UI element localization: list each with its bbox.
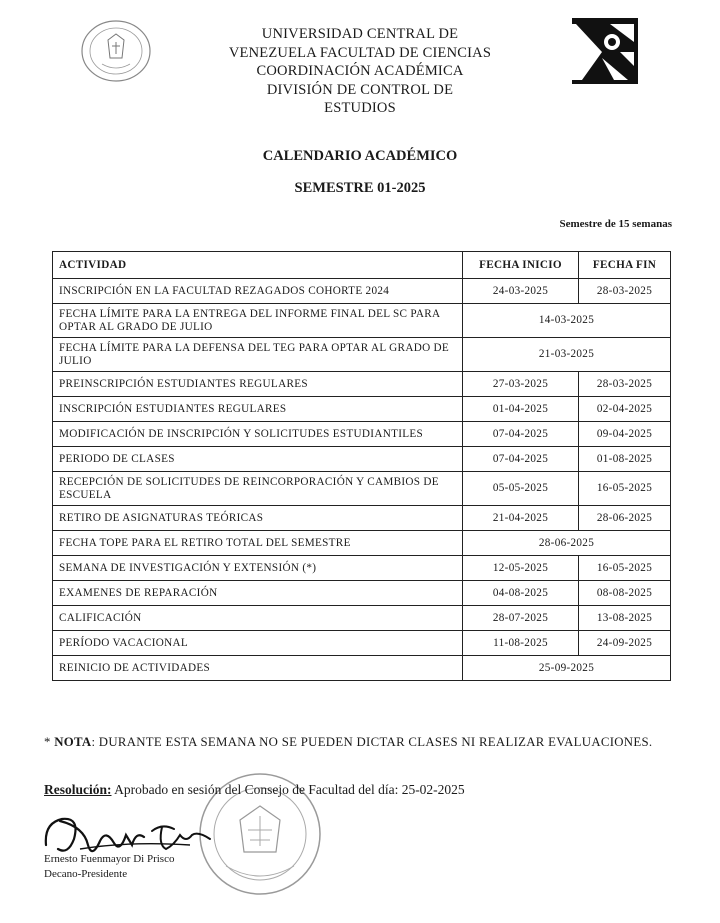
date-cell: 28-06-2025	[463, 531, 671, 556]
activity-cell: INSCRIPCIÓN ESTUDIANTES REGULARES	[53, 397, 463, 422]
resolution-line	[44, 782, 684, 798]
start-date-cell: 05-05-2025	[463, 472, 579, 506]
activity-cell: SEMANA DE INVESTIGACIÓN Y EXTENSIÓN (*)	[53, 556, 463, 581]
semester-title: SEMESTRE 01-2025	[294, 180, 426, 196]
note-body: : DURANTE ESTA SEMANA NO SE PUEDEN DICTAR CLASES NI REALIZAR EVALUACIONES.	[91, 735, 653, 749]
table-row	[53, 372, 671, 397]
table-row	[53, 422, 671, 447]
column-header-end: FECHA FIN	[579, 252, 671, 279]
end-date-cell: 28-03-2025	[579, 279, 671, 304]
end-date-cell: 24-09-2025	[579, 631, 671, 656]
activity-cell: REINICIO DE ACTIVIDADES	[53, 656, 463, 681]
resolution-text: Aprobado en sesión del Consejo de Facultad del día: 25-02-2025	[111, 782, 465, 797]
table-row	[53, 304, 671, 338]
header-line: UNIVERSIDAD CENTRAL DE	[261, 26, 459, 42]
table-row	[53, 447, 671, 472]
activity-cell: RETIRO DE ASIGNATURAS TEÓRICAS	[53, 506, 463, 531]
end-date-cell: 09-04-2025	[579, 422, 671, 447]
start-date-cell: 11-08-2025	[463, 631, 579, 656]
activity-cell: PREINSCRIPCIÓN ESTUDIANTES REGULARES	[53, 372, 463, 397]
end-date-cell: 28-03-2025	[579, 372, 671, 397]
resolution-label: Resolución:	[44, 782, 112, 797]
end-date-cell: 13-08-2025	[579, 606, 671, 631]
activity-cell: INSCRIPCIÓN EN LA FACULTAD REZAGADOS COHORTE 2024	[53, 279, 463, 304]
end-date-cell: 16-05-2025	[579, 556, 671, 581]
activity-cell: RECEPCIÓN DE SOLICITUDES DE REINCORPORACIÓN Y CAMBIOS DE ESCUELA	[53, 472, 463, 506]
start-date-cell: 24-03-2025	[463, 279, 579, 304]
start-date-cell: 28-07-2025	[463, 606, 579, 631]
table-header-row	[53, 252, 671, 279]
activity-cell: FECHA LÍMITE PARA LA ENTREGA DEL INFORME FINAL DEL SC PARA OPTAR AL GRADO DE JULIO	[53, 304, 463, 338]
date-cell: 25-09-2025	[463, 656, 671, 681]
end-date-cell: 01-08-2025	[579, 447, 671, 472]
signer-block	[44, 852, 174, 882]
start-date-cell: 07-04-2025	[463, 447, 579, 472]
column-header-start: FECHA INICIO	[463, 252, 579, 279]
end-date-cell: 16-05-2025	[579, 472, 671, 506]
activity-cell: EXAMENES DE REPARACIÓN	[53, 581, 463, 606]
header-line: DIVISIÓN DE CONTROL DE	[266, 81, 454, 98]
faculty-logo	[572, 18, 638, 84]
table-row	[53, 338, 671, 372]
activity-cell: FECHA TOPE PARA EL RETIRO TOTAL DEL SEMESTRE	[53, 531, 463, 556]
start-date-cell: 27-03-2025	[463, 372, 579, 397]
activity-cell: FECHA LÍMITE PARA LA DEFENSA DEL TEG PARA OPTAR AL GRADO DE JULIO	[53, 338, 463, 372]
end-date-cell: 08-08-2025	[579, 581, 671, 606]
table-row	[53, 506, 671, 531]
table-row	[53, 397, 671, 422]
end-date-cell: 02-04-2025	[579, 397, 671, 422]
activity-cell: MODIFICACIÓN DE INSCRIPCIÓN Y SOLICITUDES ESTUDIANTILES	[53, 422, 463, 447]
signer-name: Ernesto Fuenmayor Di Prisco	[44, 853, 175, 865]
calendar-table	[52, 251, 671, 681]
university-seal-logo	[78, 18, 154, 84]
institution-header	[190, 25, 530, 118]
note-text	[44, 735, 704, 750]
activity-cell: CALIFICACIÓN	[53, 606, 463, 631]
table-row	[53, 581, 671, 606]
activity-cell: PERIODO DE CLASES	[53, 447, 463, 472]
start-date-cell: 04-08-2025	[463, 581, 579, 606]
start-date-cell: 21-04-2025	[463, 506, 579, 531]
table-row	[53, 606, 671, 631]
table-row	[53, 472, 671, 506]
table-row	[53, 531, 671, 556]
note-label: NOTA	[54, 735, 92, 749]
activity-cell: PERÍODO VACACIONAL	[53, 631, 463, 656]
table-row	[53, 656, 671, 681]
note-prefix: *	[44, 735, 55, 749]
start-date-cell: 12-05-2025	[463, 556, 579, 581]
semester-note: Semestre de 15 semanas	[559, 218, 672, 230]
table-row	[53, 556, 671, 581]
header-line: ESTUDIOS	[324, 100, 396, 116]
header-line: COORDINACIÓN ACADÉMICA	[256, 63, 464, 79]
start-date-cell: 01-04-2025	[463, 397, 579, 422]
start-date-cell: 07-04-2025	[463, 422, 579, 447]
table-row	[53, 279, 671, 304]
header-line: VENEZUELA FACULTAD DE CIENCIAS	[228, 44, 492, 61]
document-title: CALENDARIO ACADÉMICO	[262, 148, 458, 164]
signer-role: Decano-Presidente	[44, 868, 128, 880]
end-date-cell: 28-06-2025	[579, 506, 671, 531]
column-header-activity: ACTIVIDAD	[53, 252, 463, 279]
table-row	[53, 631, 671, 656]
date-cell: 21-03-2025	[463, 338, 671, 372]
date-cell: 14-03-2025	[463, 304, 671, 338]
